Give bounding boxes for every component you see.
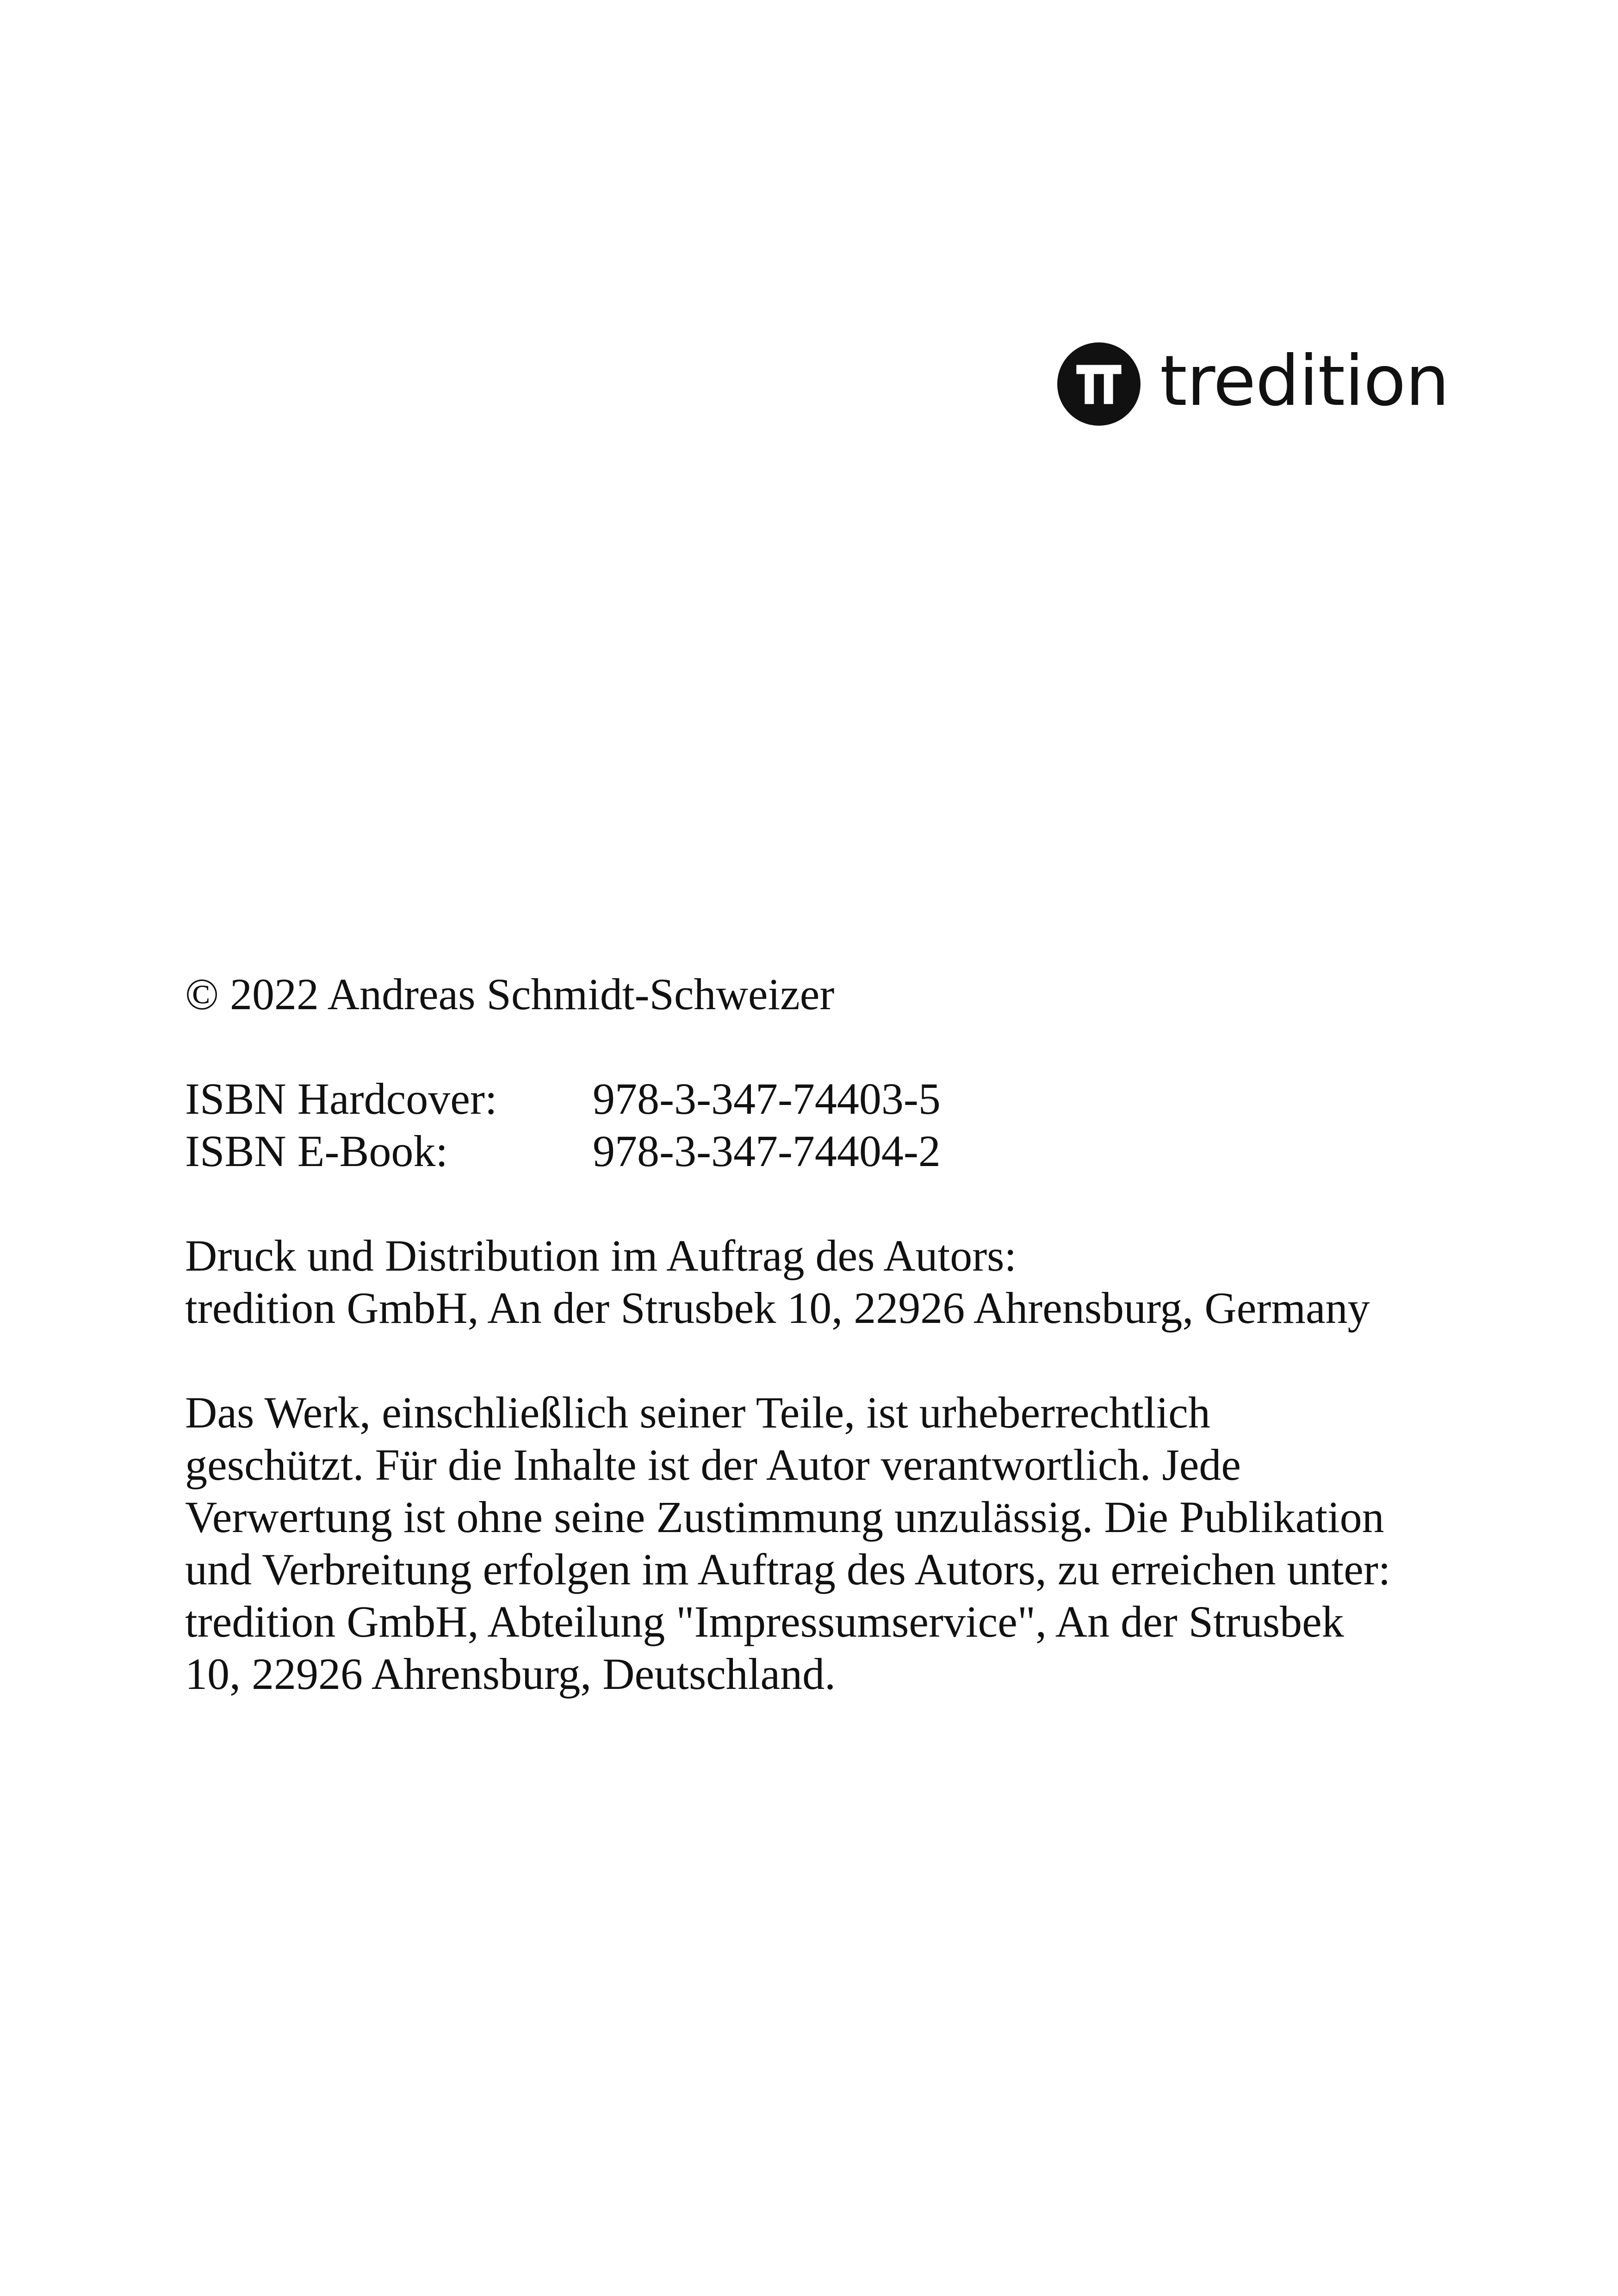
print-distribution-line: Druck und Distribution im Auftrag des Autors: [185,1231,1017,1280]
legal-line: und Verbreitung erfolgen im Auftrag des Autors, zu erreichen unter: [185,1545,1391,1594]
publisher-logo [1057,342,1449,426]
legal-line: tredition GmbH, Abteilung "Impressumservice", An der Strusbek [185,1597,1344,1646]
legal-line: Das Werk, einschließlich seiner Teile, ist urheberrechtlich [185,1388,1210,1437]
imprint-block [185,968,1527,1700]
legal-line: 10, 22926 Ahrensburg, Deutschland. [185,1649,836,1699]
copyright-line: © 2022 Andreas Schmidt-Schweizer [185,969,835,1019]
publisher-address-line: tredition GmbH, An der Strusbek 10, 22926 Ahrensburg, Germany [185,1283,1370,1333]
isbn-value: 978-3-347-74403-5 [593,1074,941,1123]
legal-line: geschützt. Für die Inhalte ist der Autor verantwortlich. Jede [185,1440,1241,1489]
legal-notice [185,1386,1527,1700]
isbn-row-hardcover [185,1073,1527,1125]
isbn-label: ISBN Hardcover: [185,1074,497,1123]
tredition-logo-icon [1057,342,1141,426]
isbn-row-ebook [185,1125,1527,1177]
isbn-value: 978-3-347-74404-2 [593,1126,941,1176]
isbn-label: ISBN E-Book: [185,1126,448,1176]
legal-line: Verwertung ist ohne seine Zustimmung unzulässig. Die Publikation [185,1492,1384,1542]
logo-wordmark: tredition [1160,341,1449,422]
